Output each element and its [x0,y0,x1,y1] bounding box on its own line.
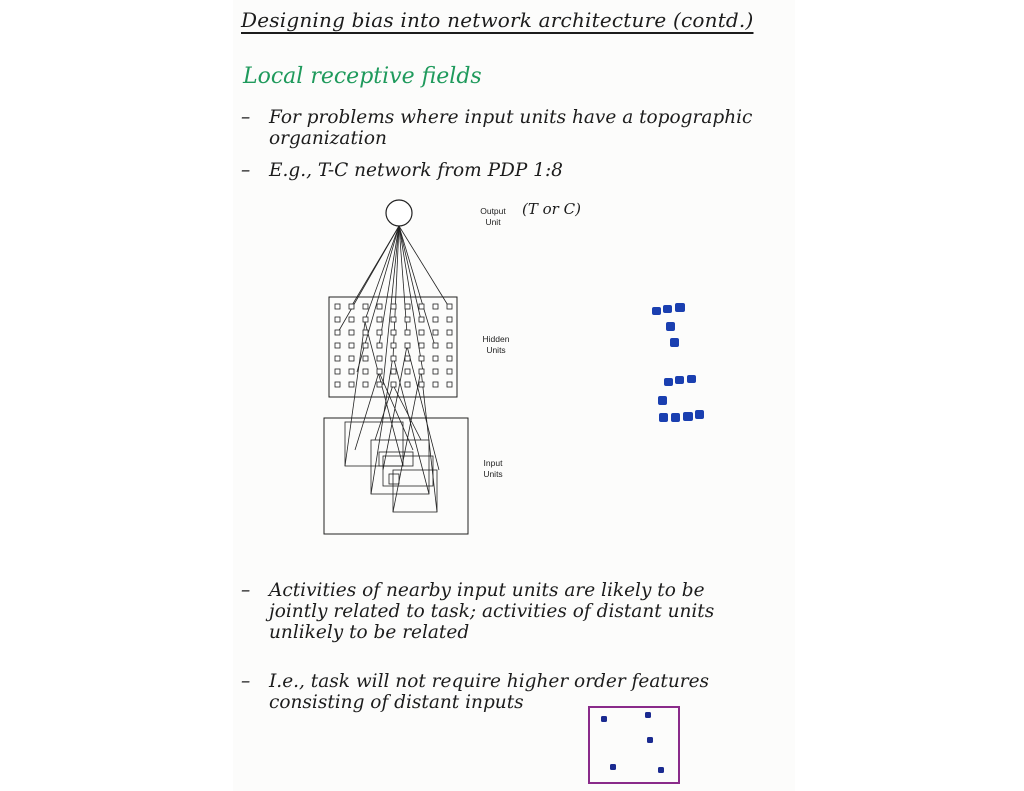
output-unit-label [471,206,515,228]
output-note: (T or C) [522,200,581,218]
hidden-unit [447,317,452,322]
hidden-unit [349,382,354,387]
marker-square [658,396,667,405]
marker-square [670,338,679,347]
hidden-unit [419,382,424,387]
marker-square [663,305,672,313]
hidden-unit [335,330,340,335]
hidden-unit [433,382,438,387]
bullet-dash: – [241,160,251,181]
label-line: Units [483,469,503,479]
hidden-unit [349,369,354,374]
marker-square [675,376,684,384]
hidden-unit [405,330,410,335]
hidden-unit [377,330,382,335]
hidden-unit [405,369,410,374]
hidden-unit [377,356,382,361]
bullet-line: jointly related to task; activities of distant units [269,601,715,622]
label-line: Hidden [482,334,510,344]
marker-square [664,378,673,386]
hidden-unit [391,317,396,322]
hidden-unit [363,382,368,387]
bullet-dash: – [241,671,251,692]
hidden-unit [349,356,354,361]
t-letter-pattern [652,303,685,347]
connection-line [399,226,435,346]
hidden-unit [391,369,396,374]
hidden-unit [447,369,452,374]
hidden-unit [363,330,368,335]
input-dot [658,767,664,773]
hidden-unit [349,304,354,309]
input-layer-box [324,418,468,534]
marker-square [695,410,704,419]
bullet-line: I.e., task will not require higher order features [269,671,710,692]
input-dot [610,764,616,770]
hidden-unit [391,343,396,348]
input-dot [601,716,607,722]
label-line: Input [483,458,503,468]
hidden-unit [335,369,340,374]
hidden-unit [335,343,340,348]
marker-square [687,375,696,383]
hidden-unit [419,343,424,348]
bullet-item [241,671,709,713]
label-line: Units [486,345,506,355]
bullet-dash: – [241,107,251,128]
hidden-unit [349,317,354,322]
page-title: Designing bias into network architecture (contd.) [241,8,754,32]
marker-square [659,413,668,422]
hidden-unit [391,382,396,387]
bullet-line: unlikely to be related [269,622,470,643]
hidden-unit [433,330,438,335]
hidden-unit [419,330,424,335]
connection-line [345,322,365,466]
bullet-line: For problems where input units have a topographic [269,107,753,128]
receptive-field-box [345,422,403,466]
hidden-unit [363,343,368,348]
hidden-unit [335,382,340,387]
bullet-dash: – [241,580,251,601]
connection-line [393,356,429,494]
hidden-unit [391,304,396,309]
hidden-unit [447,356,452,361]
section-heading: Local receptive fields [243,64,482,89]
hidden-unit [433,343,438,348]
hidden-unit [419,356,424,361]
output-unit-circle [386,200,412,226]
hidden-unit [363,317,368,322]
hidden-unit [433,369,438,374]
connection-line [399,226,449,307]
hidden-unit [433,304,438,309]
marker-square [675,303,685,312]
bullet-line: consisting of distant inputs [269,692,524,713]
hidden-unit [391,330,396,335]
hidden-unit [391,356,396,361]
marker-square [666,322,675,331]
connection-line [399,226,423,372]
connection-line [357,226,399,372]
hidden-unit [363,304,368,309]
hidden-unit [405,343,410,348]
hidden-unit [419,369,424,374]
hidden-unit [405,382,410,387]
bullet-line: E.g., T-C network from PDP 1:8 [269,160,563,181]
hidden-unit [405,356,410,361]
hidden-unit [419,317,424,322]
hidden-unit [349,330,354,335]
c-letter-pattern [658,375,704,422]
hidden-unit [377,382,382,387]
bullet-item [241,580,714,643]
connection-line [393,370,421,512]
label-line: Output [480,206,506,216]
input-units-label [471,458,515,480]
hidden-unit [447,382,452,387]
hidden-unit [363,369,368,374]
input-dot [647,737,653,743]
notes-page [233,0,795,791]
bullet-line: Activities of nearby input units are likely to be [269,580,705,601]
hidden-unit [377,343,382,348]
hidden-unit [377,369,382,374]
marker-square [683,412,693,421]
hidden-unit [447,330,452,335]
marker-square [671,413,680,422]
hidden-unit [335,317,340,322]
hidden-unit [433,317,438,322]
hidden-unit [363,356,368,361]
hidden-units-label [471,334,521,356]
marker-square [652,307,661,315]
hidden-unit [335,356,340,361]
connection-line [371,356,393,494]
distant-input-dots [601,712,664,773]
hidden-unit [377,304,382,309]
hidden-unit [447,343,452,348]
receptive-field-box [389,474,399,484]
hidden-unit [335,304,340,309]
hidden-unit [433,356,438,361]
hidden-unit [405,317,410,322]
hidden-unit [447,304,452,309]
hidden-unit [419,304,424,309]
bullet-line: organization [269,128,387,149]
label-line: Unit [485,217,501,227]
connection-line [407,346,439,470]
hidden-unit-grid [335,304,452,387]
receptive-field-box [393,470,437,512]
hidden-unit [405,304,410,309]
receptive-field-boxes [345,422,437,512]
hidden-unit [349,343,354,348]
hidden-unit [377,317,382,322]
